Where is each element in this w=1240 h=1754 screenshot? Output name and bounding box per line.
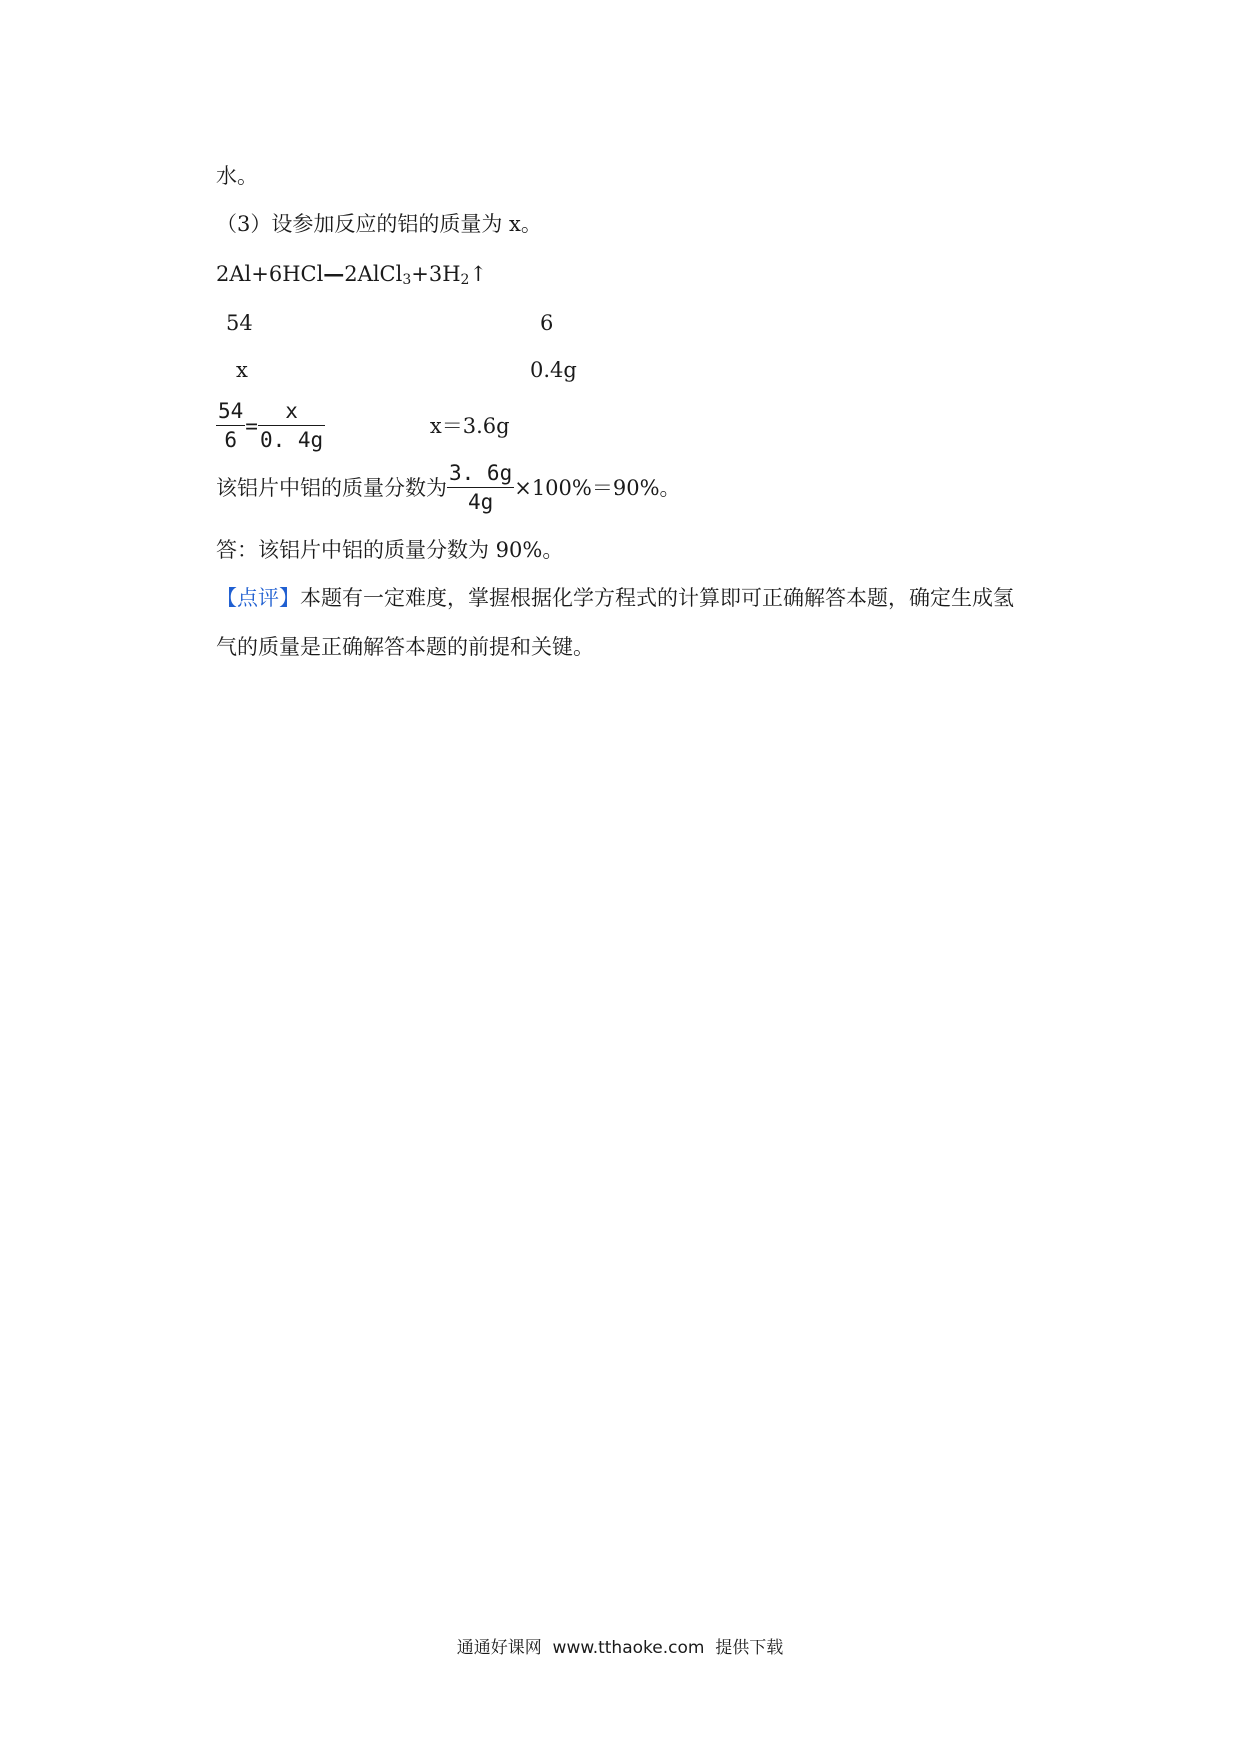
fraction-denominator: 6 bbox=[224, 428, 237, 452]
fraction-numerator: x bbox=[258, 397, 325, 426]
equation-product: 2AlCl bbox=[344, 262, 403, 286]
text-water: 水。 bbox=[216, 164, 258, 188]
percentage-suffix: ×100%＝90%。 bbox=[514, 475, 681, 500]
equation-reactants: 2Al+6HCl bbox=[216, 262, 324, 286]
comment-tag: 【点评】 bbox=[216, 586, 300, 610]
percentage-prefix: 该铝片中铝的质量分数为 bbox=[216, 475, 447, 500]
equation-sub2: 2 bbox=[460, 272, 470, 288]
fraction-denominator: 4g bbox=[467, 490, 494, 514]
ratio-right: 6 bbox=[540, 311, 554, 335]
comment-line-2: 气的质量是正确解答本题的前提和关键。 bbox=[216, 635, 594, 659]
fraction-x-0.4g bbox=[258, 397, 325, 454]
fraction-numerator: 3. 6g bbox=[447, 459, 514, 488]
equation-sub3: 3 bbox=[402, 272, 412, 288]
equals-sign: = bbox=[245, 413, 258, 438]
result-x: x＝3.6g bbox=[429, 413, 510, 438]
equation-plus: +3H bbox=[411, 262, 461, 286]
fraction-denominator: 0. 4g bbox=[259, 428, 324, 452]
fraction-3.6g-4g bbox=[447, 459, 514, 516]
percentage-line bbox=[216, 459, 681, 516]
fraction-numerator: 54 bbox=[216, 397, 245, 426]
unknown-right: 0.4g bbox=[530, 358, 577, 382]
unknown-left: x bbox=[236, 358, 248, 382]
chemical-equation bbox=[216, 260, 487, 294]
ratio-left: 54 bbox=[226, 311, 253, 335]
step-3-text: （3）设参加反应的铝的质量为 x。 bbox=[216, 212, 542, 236]
equation-up-arrow: ↑ bbox=[469, 262, 488, 286]
comment-line-1 bbox=[216, 584, 1014, 612]
comment-text-1: 本题有一定难度，掌握根据化学方程式的计算即可正确解答本题，确定生成氢 bbox=[300, 586, 1014, 610]
footer-text: 通通好课网 www.tthaoke.com 提供下载 bbox=[456, 1638, 784, 1658]
equation-arrow: — bbox=[323, 261, 345, 286]
fraction-54-6 bbox=[216, 397, 245, 454]
proportion-line bbox=[216, 397, 510, 454]
answer-text: 答：该铝片中铝的质量分数为 90%。 bbox=[216, 538, 564, 562]
